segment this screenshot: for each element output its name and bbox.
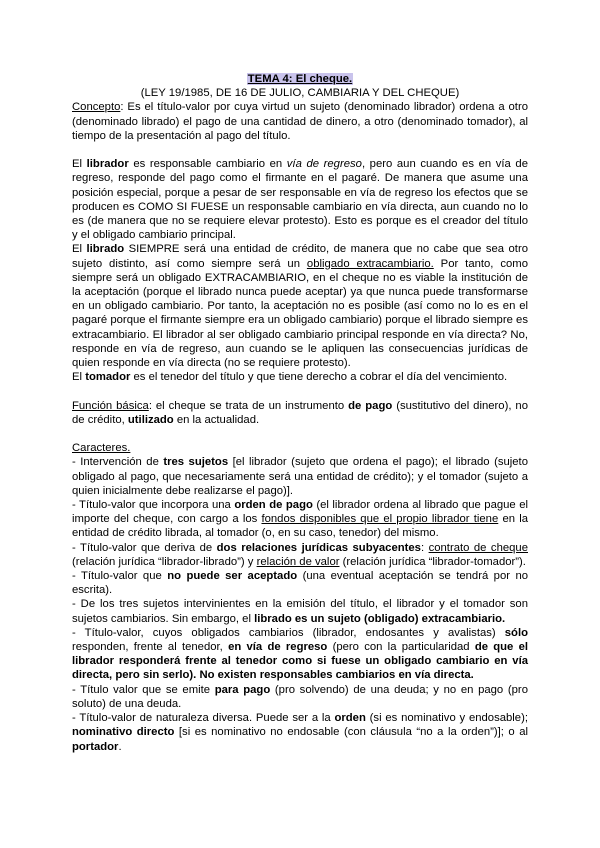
bold-run: orden de pago bbox=[234, 499, 313, 512]
text-run: en la actualidad. bbox=[173, 413, 260, 426]
paragraph-librador bbox=[72, 157, 528, 242]
bold-run: de pago bbox=[348, 399, 393, 412]
funcion-label: Función básica bbox=[72, 399, 149, 412]
text-run: El bbox=[72, 158, 87, 171]
text-run: - Título-valor de naturaleza diversa. Puede ser a la bbox=[72, 712, 335, 725]
text-run: . bbox=[118, 740, 122, 753]
spacer bbox=[72, 384, 528, 398]
bold-run: librador bbox=[86, 158, 129, 171]
bold-run: orden bbox=[334, 712, 366, 725]
bold-run: portador bbox=[72, 740, 119, 753]
underline-run: obligado extracambiario. bbox=[306, 257, 434, 270]
text-run: (sustitutivo del dinero), no de crédito, bbox=[72, 399, 528, 426]
caracter-item-1 bbox=[72, 455, 528, 498]
bold-run: dos relaciones jurídicas subyacentes bbox=[216, 541, 421, 554]
text-run: El bbox=[72, 243, 87, 256]
text-run: [el librador (sujeto que ordena el pago); el librado (sujeto obligado al pago, que necesariamente será una entidad de crédito); y el tomador (sujeto a quien inicialmente debe realizarse el pago)]. bbox=[72, 456, 528, 497]
bold-run: de que el librador responderá frente al tenedor como si fuese un obligado cambiario en vía directa, pero sin serlo). No existen responsables cambiarios en vía directa. bbox=[72, 641, 529, 682]
text-run: - Título valor que se emite bbox=[72, 683, 215, 696]
underline-run: contrato de cheque bbox=[428, 541, 528, 554]
caracter-item-2 bbox=[72, 498, 528, 541]
spacer bbox=[72, 427, 528, 441]
text-run: [si es nominativo no endosable (con cláusula “no a la orden”)]; o al bbox=[174, 726, 528, 739]
caracter-item-3 bbox=[72, 541, 528, 569]
text-run: responden, frente al tenedor, bbox=[72, 641, 229, 654]
text-run: El bbox=[72, 371, 86, 384]
underline-run: fondos disponibles que el propio librador tiene bbox=[261, 513, 499, 526]
text-run: (relación jurídica “librador-librado”) y bbox=[72, 555, 257, 568]
bold-run: librado bbox=[86, 243, 125, 256]
text-run: SIEMPRE será una entidad de crédito, de manera que no cabe que sea otro sujeto distinto, así como siempre será un bbox=[72, 243, 528, 270]
underline-run: relación de valor bbox=[256, 555, 340, 568]
paragraph-funcion bbox=[72, 399, 528, 427]
paragraph-concepto bbox=[72, 100, 528, 143]
heading-block bbox=[72, 72, 528, 100]
text-run: - De los tres sujetos intervinientes en la emisión del título, el librador y el tomador son sujetos cambiarios. Sin embargo, el bbox=[72, 598, 528, 625]
bold-run: tres sujetos bbox=[163, 456, 229, 469]
paragraph-librado bbox=[72, 242, 528, 370]
text-run: (pero con la particularidad bbox=[327, 641, 475, 654]
text-run: es responsable cambiario en bbox=[128, 158, 287, 171]
concepto-text: : Es el título-valor por cuya virtud un sujeto (denominado librador) ordena a otro (denominado librado) el pago de una cantidad de dinero, a otro (denominado tomador), al tiempo de la presentación al pago del título. bbox=[72, 101, 528, 142]
bold-run: para pago bbox=[214, 683, 271, 696]
text-run: (relación jurídica “librador-tomador”). bbox=[339, 555, 526, 568]
caracteres-heading bbox=[72, 441, 528, 455]
caracter-item-8 bbox=[72, 711, 528, 754]
bold-run: utilizado bbox=[127, 413, 174, 426]
text-run: - Intervención de bbox=[72, 456, 164, 469]
bold-run: en vía de regreso bbox=[228, 641, 328, 654]
text-run: - Título-valor que deriva de bbox=[72, 541, 217, 554]
bold-run: nominativo directo bbox=[72, 726, 175, 739]
text-run: es el tenedor del título y que tiene derecho a cobrar el día del vencimiento. bbox=[130, 371, 508, 384]
text-run: (una eventual aceptación se tendrá por no escrita). bbox=[72, 570, 529, 597]
text-run: - Título-valor que incorpora una bbox=[72, 499, 235, 512]
text-run: : el cheque se trata de un instrumento bbox=[148, 399, 349, 412]
caracter-item-4 bbox=[72, 569, 528, 597]
document-title: TEMA 4: El cheque. bbox=[247, 73, 353, 85]
text-run: : bbox=[420, 541, 429, 554]
bold-run: tomador bbox=[85, 371, 131, 384]
caracter-item-7 bbox=[72, 683, 528, 711]
text-run: - Título-valor que bbox=[72, 570, 168, 583]
bold-run: no puede ser aceptado bbox=[167, 570, 298, 583]
text-run: en la entidad de crédito librada, al tomador (o, en su caso, tenedor) del mismo. bbox=[72, 513, 528, 540]
text-run: Por tanto, como siempre será un obligado EXTRACAMBIARIO, en el cheque no es viable la institución de la aceptación (porque el librado nunca puede aceptar) ya que nunca puede transformarse en un obligado cambiario. Por tanto, la aceptación no es posible (así como no lo es en el pagaré porque el firmante siempre era un obligado cambiario) porque el librado siempre es extracambiario. El librador al ser obligado cambiario principal responde en vía directa? No, responde en vía de regreso, aun cuando se le apliquen las consecuencias jurídicas de quien responde en vía directa (no se requiere protesto). bbox=[72, 257, 528, 370]
caracteres-label: Caracteres. bbox=[72, 442, 131, 455]
bold-run: sólo bbox=[504, 626, 528, 639]
caracter-item-6 bbox=[72, 626, 528, 683]
paragraph-tomador bbox=[72, 370, 528, 384]
concepto-label: Concepto bbox=[72, 101, 121, 114]
caracter-item-5 bbox=[72, 597, 528, 625]
bold-run: librado es un sujeto (obligado) extracambiario. bbox=[254, 612, 506, 625]
text-run: (el librador ordena al librado que pague el importe del cheque, con cargo a los bbox=[72, 499, 528, 526]
text-run: (si es nominativo y endosable); bbox=[365, 712, 528, 725]
text-run: - Título-valor, cuyos obligados cambiarios (librador, endosantes y avalistas) bbox=[72, 626, 505, 639]
text-run: , pero aun cuando es en vía de regreso, responde del pago como el firmante en el pagaré. De manera que asume una posición especial, porque a pesar de ser responsable en vía de regreso los efectos que se producen es COMO SI FUESE un responsable cambiario en vía directa, aun cuando no lo es (de manera que no se requiere elevar protesto). Esto es porque es el creador del título y el obligado cambiario principal. bbox=[72, 158, 528, 242]
text-run: (pro solvendo) de una deuda; y no en pago (pro soluto) de una deuda. bbox=[72, 683, 528, 710]
spacer bbox=[72, 143, 528, 157]
italic-run: vía de regreso bbox=[286, 158, 362, 171]
document-subtitle: (LEY 19/1985, DE 16 DE JULIO, CAMBIARIA Y DEL CHEQUE) bbox=[140, 87, 460, 100]
